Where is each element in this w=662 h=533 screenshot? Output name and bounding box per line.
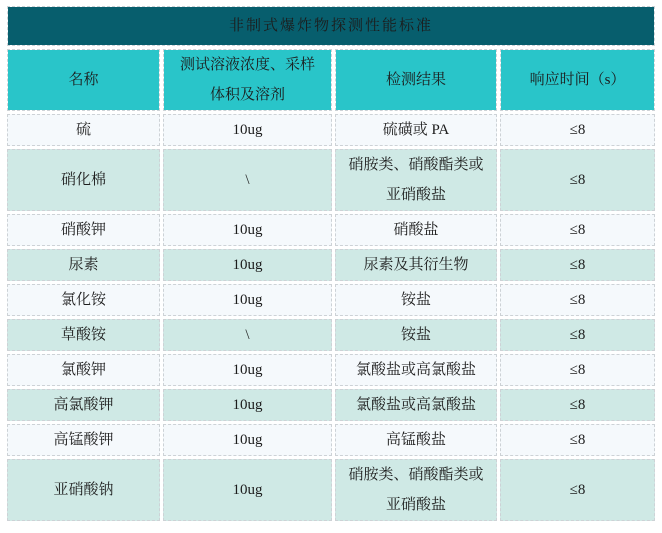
cell-concentration: \ [163, 319, 332, 351]
cell-name: 高氯酸钾 [7, 389, 160, 421]
cell-result: 氯酸盐或高氯酸盐 [335, 354, 497, 386]
table-row [7, 149, 655, 211]
cell-concentration: 10ug [163, 214, 332, 246]
cell-concentration: 10ug [163, 114, 332, 146]
cell-result: 尿素及其衍生物 [335, 249, 497, 281]
col-header-result: 检测结果 [335, 49, 497, 111]
cell-concentration: 10ug [163, 354, 332, 386]
cell-name: 尿素 [7, 249, 160, 281]
cell-name: 硝酸钾 [7, 214, 160, 246]
cell-response-time: ≤8 [500, 424, 655, 456]
cell-response-time: ≤8 [500, 319, 655, 351]
col-header-name: 名称 [7, 49, 160, 111]
col-header-response-time: 响应时间（s） [500, 49, 655, 111]
cell-result: 铵盐 [335, 319, 497, 351]
table-row [7, 214, 655, 246]
cell-name: 氯酸钾 [7, 354, 160, 386]
cell-response-time: ≤8 [500, 149, 655, 211]
cell-concentration: 10ug [163, 389, 332, 421]
table-row [7, 319, 655, 351]
cell-concentration: 10ug [163, 424, 332, 456]
cell-name: 氯化铵 [7, 284, 160, 316]
cell-result: 硝胺类、硝酸酯类或亚硝酸盐 [335, 149, 497, 211]
cell-concentration: 10ug [163, 284, 332, 316]
cell-name: 亚硝酸钠 [7, 459, 160, 521]
cell-result: 硝胺类、硝酸酯类或亚硝酸盐 [335, 459, 497, 521]
table-row [7, 284, 655, 316]
cell-name: 高锰酸钾 [7, 424, 160, 456]
cell-name: 硫 [7, 114, 160, 146]
explosive-detection-spec-table [4, 3, 658, 524]
cell-concentration: 10ug [163, 249, 332, 281]
cell-result: 氯酸盐或高氯酸盐 [335, 389, 497, 421]
cell-result: 硝酸盐 [335, 214, 497, 246]
cell-name: 硝化棉 [7, 149, 160, 211]
cell-response-time: ≤8 [500, 284, 655, 316]
title-row [7, 6, 655, 46]
cell-response-time: ≤8 [500, 389, 655, 421]
table-row [7, 354, 655, 386]
col-header-concentration: 测试溶液浓度、采样体积及溶剂 [163, 49, 332, 111]
table-row [7, 249, 655, 281]
cell-response-time: ≤8 [500, 354, 655, 386]
header-row [7, 49, 655, 111]
table-row [7, 424, 655, 456]
cell-response-time: ≤8 [500, 459, 655, 521]
cell-response-time: ≤8 [500, 249, 655, 281]
table-row [7, 389, 655, 421]
table-row [7, 114, 655, 146]
cell-result: 高锰酸盐 [335, 424, 497, 456]
cell-response-time: ≤8 [500, 214, 655, 246]
table-title: 非制式爆炸物探测性能标准 [7, 6, 655, 46]
cell-result: 铵盐 [335, 284, 497, 316]
cell-concentration: 10ug [163, 459, 332, 521]
cell-concentration: \ [163, 149, 332, 211]
cell-result: 硫磺或 PA [335, 114, 497, 146]
cell-name: 草酸铵 [7, 319, 160, 351]
cell-response-time: ≤8 [500, 114, 655, 146]
table-row [7, 459, 655, 521]
